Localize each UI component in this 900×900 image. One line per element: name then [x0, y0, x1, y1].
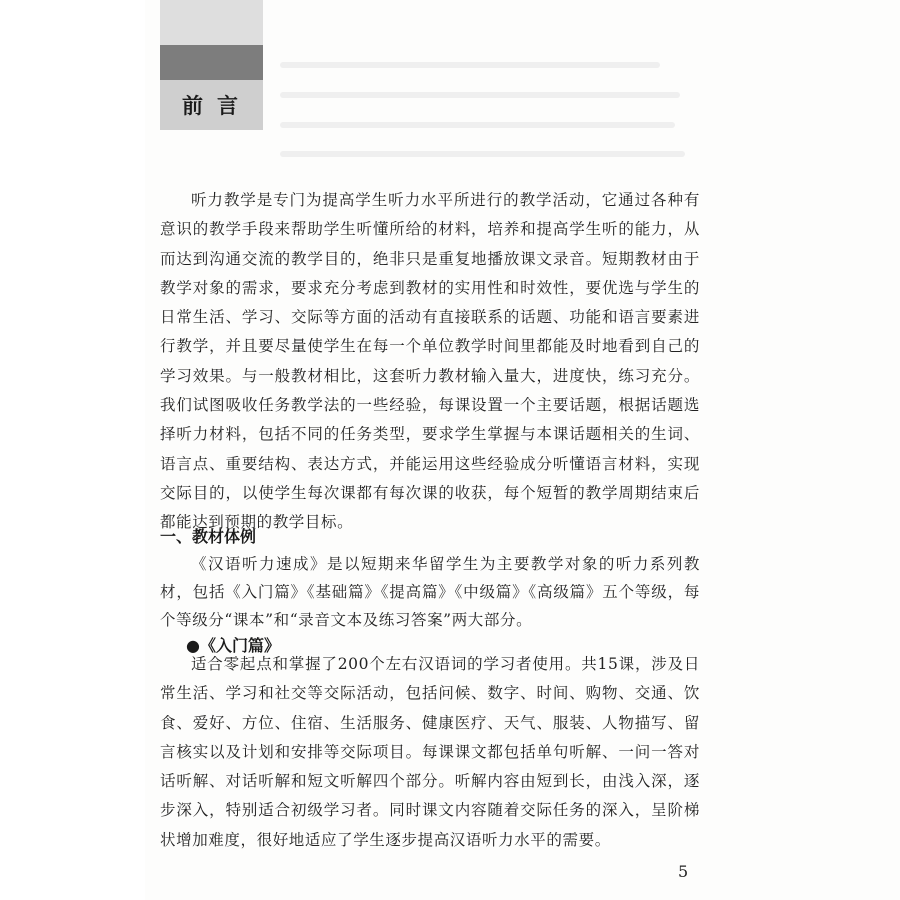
bleed-through-line: [280, 122, 675, 128]
page-title: 前言: [160, 80, 263, 130]
intro-level-paragraph: 适合零起点和掌握了200个左右汉语词的学习者使用。共15课，涉及日常生活、学习和社交等交际活动，包括问候、数字、时间、购物、交通、饮食、爱好、方位、住宿、生活服务、健康医疗、天气、服装、人物描写、留言核实以及计划和安排等交际项目。每课课文都包括单句听解、一问一答对话听解、对话听解和短文听解四个部分。听解内容由短到长，由浅入深，逐步深入，特别适合初级学习者。同时课文内容随着交际任务的深入，呈阶梯状增加难度，很好地适应了学生逐步提高汉语听力水平的需要。: [160, 655, 700, 849]
bleed-through-line: [280, 92, 680, 98]
page-number: 5: [678, 862, 689, 881]
bleed-through-line: [280, 151, 685, 157]
series-paragraph: 《汉语听力速成》是以短期来华留学生为主要教学对象的听力系列教材，包括《入门篇》《基础篇》《提高篇》《中级篇》《高级篇》五个等级，每个等级分“课本”和“录音文本及练习答案”两大部分。: [160, 555, 700, 629]
bleed-through-line: [280, 62, 660, 68]
intro-paragraph: 听力教学是专门为提高学生听力水平所进行的教学活动，它通过各种有意识的教学手段来帮助学生听懂所给的材料，培养和提高学生听的能力，从而达到沟通交流的教学目的，绝非只是重复地播放课文录音。短期教材由于教学对象的需求，要求充分考虑到教材的实用性和时效性，要优选与学生的日常生活、学习、交际等方面的活动有直接联系的话题、功能和语言要素进行教学，并且要尽量使学生在每一个单位教学时间里都能及时地看到自己的学习效果。与一般教材相比，这套听力教材输入量大，进度快，练习充分。我们试图吸收任务教学法的一些经验，每课设置一个主要话题，根据话题选择听力材料，包括不同的任务类型，要求学生掌握与本课话题相关的生词、语言点、重要结构、表达方式，并能运用这些经验成分听懂语言材料，实现交际目的，以使学生每次课都有每次课的收获，每个短暂的教学周期结束后都能达到预期的教学目标。: [160, 191, 700, 532]
header-tab-stripe: [160, 45, 263, 80]
header-tab-block: [160, 0, 263, 45]
sub-heading-intro-level: ●《入门篇》: [186, 636, 280, 655]
section-heading: 一、教材体例: [160, 527, 257, 546]
